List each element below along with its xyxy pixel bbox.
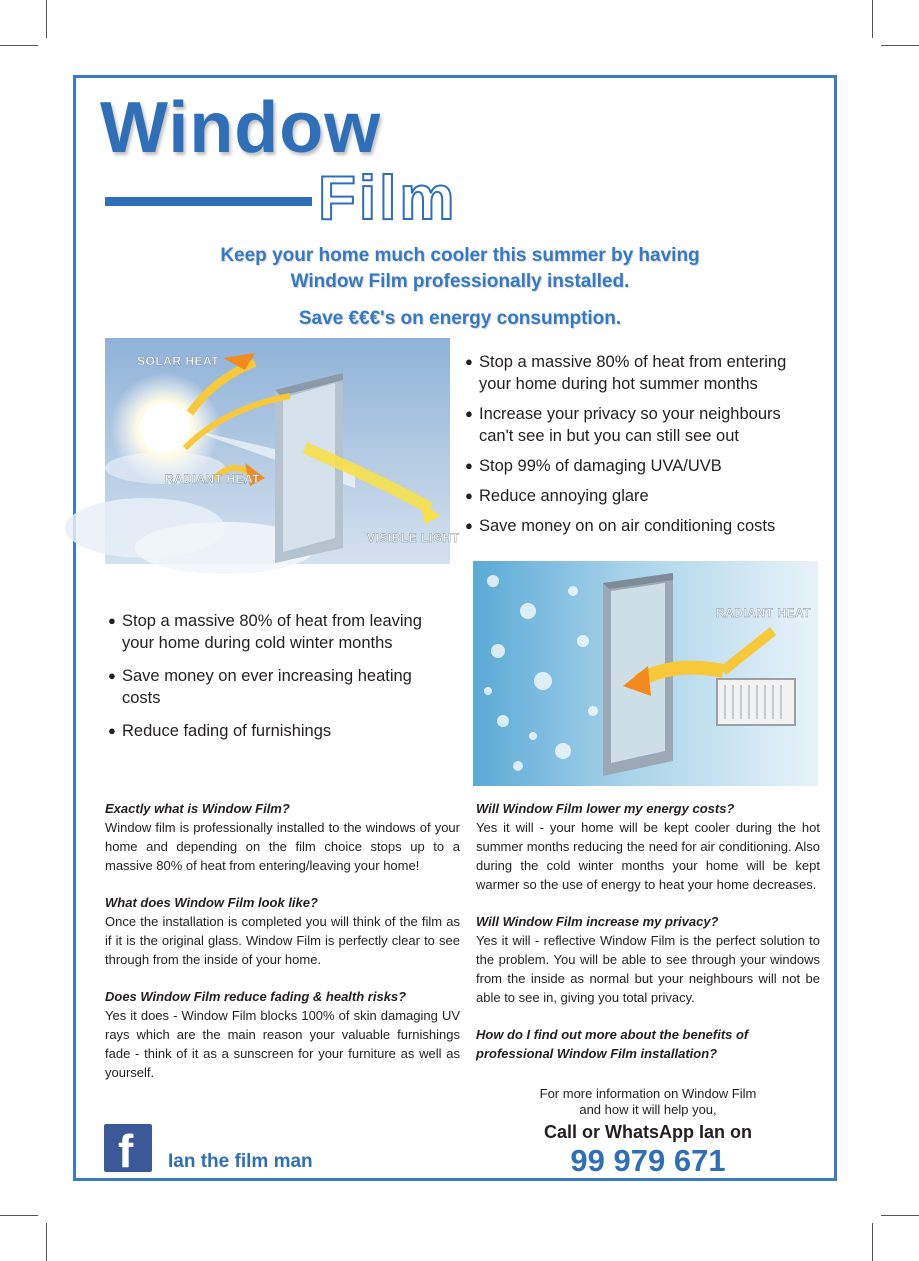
faq-answer: Yes it does - Window Film blocks 100% of skin damaging UV rays which are the main reason your valuable furnishings fade - think of it as a sunscreen for your furniture as well as yourself. <box>105 1008 460 1080</box>
summer-heat-illustration <box>105 338 460 564</box>
list-item: ● Increase your privacy so your neighbours can't see in but you can still see out <box>465 403 810 447</box>
faq-question: Does Window Film reduce fading & health risks? <box>105 989 407 1004</box>
contact-question: How do I find out more about the benefits of professional Window Film installation? <box>476 1027 749 1061</box>
faq-question: Will Window Film increase my privacy? <box>476 914 719 929</box>
faq-answer: Yes it will - reflective Window Film is the perfect solution to the problem. You will be able to see through your windows from the inside as normal but your neighbours will not be able to see in, giving you total privacy. <box>476 933 820 1005</box>
faq-left-column <box>105 799 460 1082</box>
crop-mark <box>881 1215 919 1216</box>
list-item: ● Reduce fading of furnishings <box>108 720 443 742</box>
title-underline <box>105 197 312 206</box>
contact-info-line2: and how it will help you, <box>579 1102 717 1117</box>
list-item: ● Save money on on air conditioning costs <box>465 515 810 537</box>
tagline-line2: Window Film professionally installed. <box>290 271 630 292</box>
label-radiant-heat-winter: RADIANT HEAT <box>716 606 812 620</box>
title-window: Window <box>100 88 382 168</box>
list-item: ● Save money on ever increasing heating costs <box>108 665 443 709</box>
tagline-line1: Keep your home much cooler this summer by having <box>220 245 700 266</box>
crop-mark <box>0 1215 38 1216</box>
list-item: ● Stop a massive 80% of heat from leaving your home during cold winter months <box>108 610 443 654</box>
label-solar-heat: SOLAR HEAT <box>137 354 220 368</box>
faq-answer: Window film is professionally installed to the windows of your home and depending on the film choice stops up to a massive 80% of heat from entering/leaving your home! <box>105 820 460 873</box>
faq-question: What does Window Film look like? <box>105 895 318 910</box>
crop-mark <box>872 1223 873 1261</box>
faq-question: Exactly what is Window Film? <box>105 801 290 816</box>
facebook-icon[interactable] <box>104 1124 152 1177</box>
winter-benefit-list <box>108 610 443 742</box>
crop-mark <box>0 45 38 46</box>
facebook-letter: f <box>118 1125 134 1177</box>
crop-mark <box>46 1223 47 1261</box>
winter-heat-illustration <box>473 561 818 786</box>
list-item: ● Stop a massive 80% of heat from entering your home during hot summer months <box>465 351 810 395</box>
contact-info-line1: For more information on Window Film <box>539 1086 757 1101</box>
list-item: ● Reduce annoying glare <box>465 485 810 507</box>
faq-answer: Yes it will - your home will be kept cooler during the hot summer months reducing the need for air conditioning. Also during the cold winter months your home will be kept warmer so the use of energy to heat your home decreases. <box>476 820 820 892</box>
faq-answer: Once the installation is completed you will think of the film as if it is the original glass. Window Film is perfectly clear to see through from the inside of your home. <box>105 914 460 967</box>
summer-benefit-list <box>465 351 810 537</box>
label-visible-light: VISIBLE LIGHT <box>367 531 460 545</box>
facebook-page-name[interactable]: Ian the film man <box>168 1151 313 1172</box>
title-film: Film <box>318 164 458 233</box>
phone-number[interactable]: 99 979 671 <box>570 1143 726 1178</box>
call-to-action: Call or WhatsApp Ian on <box>543 1122 752 1142</box>
tagline-savings: Save €€€'s on energy consumption. <box>298 308 622 329</box>
list-item: ● Stop 99% of damaging UVA/UVB <box>465 455 810 477</box>
label-radiant-heat: RADIANT HEAT <box>165 472 261 486</box>
faq-question: Will Window Film lower my energy costs? <box>476 801 735 816</box>
crop-mark <box>881 45 919 46</box>
faq-right-column <box>476 799 820 1063</box>
crop-mark <box>46 0 47 38</box>
crop-mark <box>872 0 873 38</box>
